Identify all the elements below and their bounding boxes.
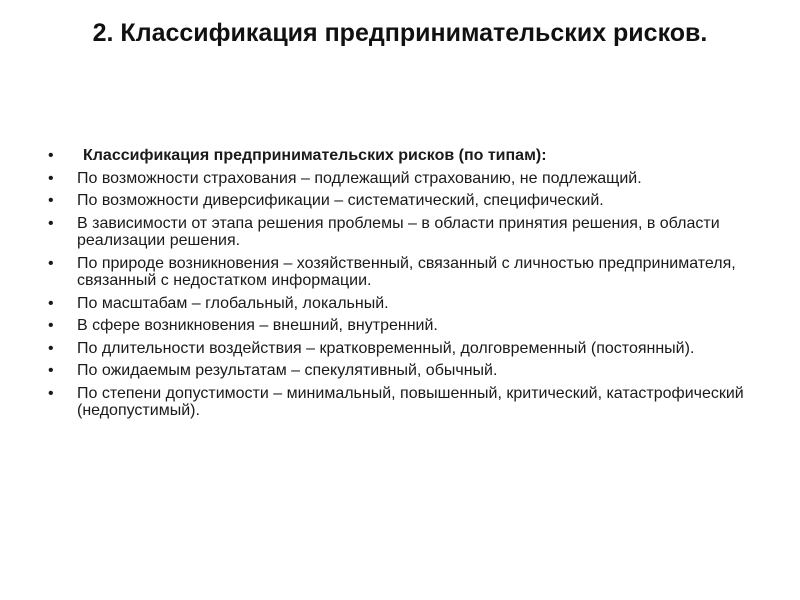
list-item-text: По природе возникновения – хозяйственный, связанный с личностью предпринимателя, связанный с недостатком информации. (77, 254, 736, 289)
list-item-text: По ожидаемым результатам – спекулятивный, обычный. (77, 362, 498, 379)
list-item-text: В сфере возникновения – внешний, внутренний. (77, 317, 438, 334)
list-item (48, 215, 748, 250)
list-item-text: В зависимости от этапа решения проблемы – в области принятия решения, в области реализации решения. (77, 214, 720, 249)
list-item (48, 192, 748, 210)
list-item (48, 317, 748, 335)
bullet-icon: • (48, 192, 54, 209)
slide-title: 2. Классификация предпринимательских рисков. (92, 19, 708, 47)
bullet-icon: • (48, 317, 54, 334)
list-item-text: По масштабам – глобальный, локальный. (77, 294, 389, 312)
list-item (48, 170, 748, 188)
list-item-text: По возможности страхования – подлежащий страхованию, не подлежащий. (77, 169, 642, 187)
list-item (48, 255, 748, 290)
bullet-icon: • (48, 214, 54, 232)
bullet-list (48, 147, 748, 425)
bullet-icon: • (48, 169, 54, 187)
list-item (48, 340, 748, 358)
list-item-text: Классификация предпринимательских рисков (по типам): (83, 147, 547, 164)
list-item (48, 362, 748, 380)
bullet-icon: • (48, 254, 54, 272)
list-item (48, 385, 748, 420)
list-item-text: По длительности воздействия – кратковременный, долговременный (постоянный). (77, 339, 695, 357)
bullet-icon: • (48, 384, 54, 402)
bullet-icon: • (48, 147, 54, 164)
bullet-icon: • (48, 294, 54, 312)
bullet-icon: • (48, 339, 54, 357)
list-item-text: По возможности диверсификации – систематический, специфический. (77, 192, 604, 209)
list-item-heading (48, 147, 748, 165)
list-item-text: По степени допустимости – минимальный, повышенный, критический, катастрофический (недопустимый). (77, 384, 744, 419)
bullet-icon: • (48, 362, 54, 379)
list-item (48, 295, 748, 313)
